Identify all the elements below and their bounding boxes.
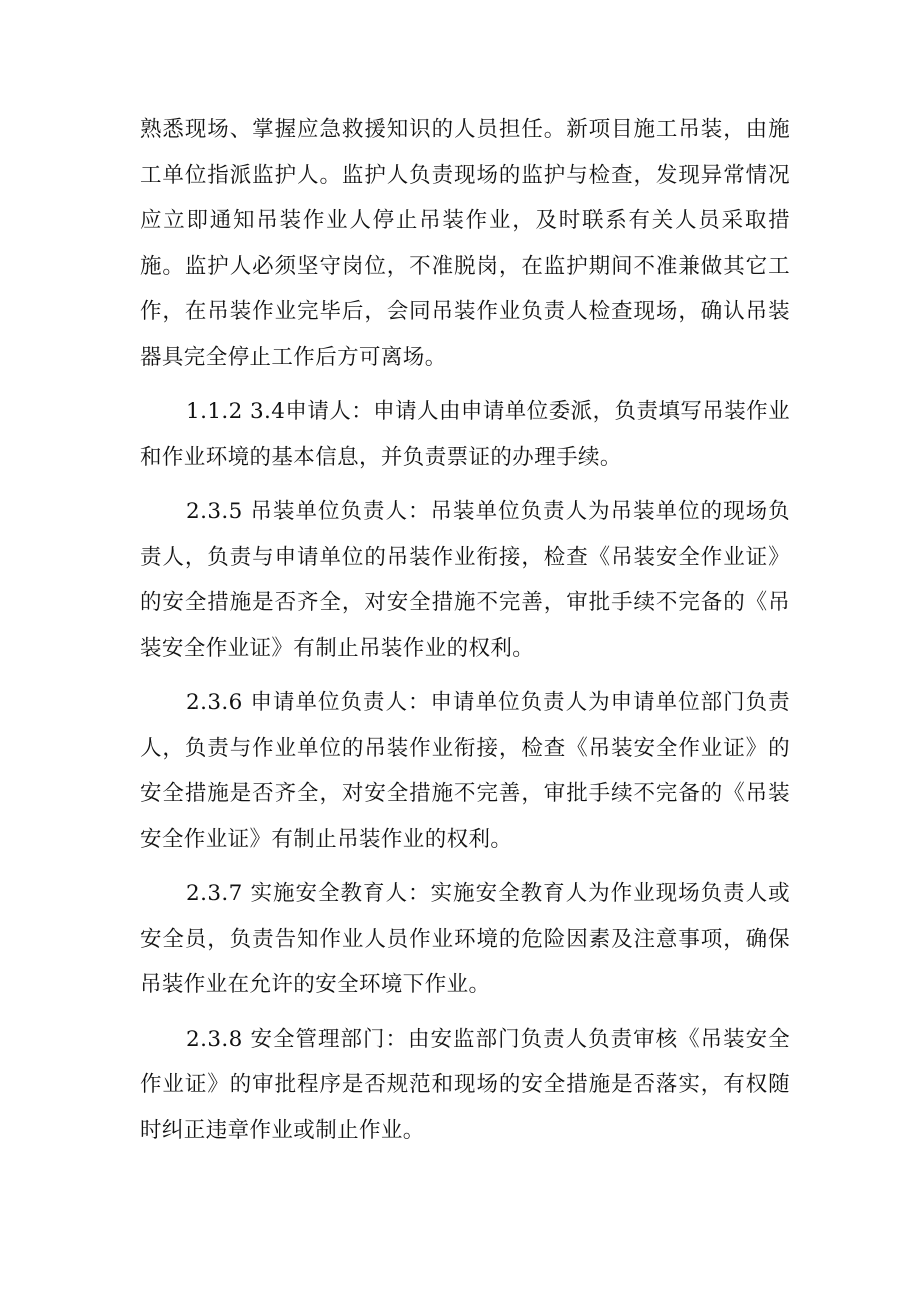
paragraph-2-3-8: 2.3.8 安全管理部门：由安监部门负责人负责审核《吊装安全作业证》的审批程序是否规范和现场的安全措施是否落实，有权随时纠正违章作业或制止作业。: [140, 1026, 790, 1143]
paragraph-2-3-7: 2.3.7 实施安全教育人：实施安全教育人为作业现场负责人或安全员，负责告知作业人员作业环境的危险因素及注意事项，确保吊装作业在允许的安全环境下作业。: [140, 881, 790, 997]
paragraph-2-3-6: 2.3.6 申请单位负责人：申请单位负责人为申请单位部门负责人，负责与作业单位的吊装作业衔接，检查《吊装安全作业证》的安全措施是否齐全，对安全措施不完善，审批手续不完备的《吊装安全作业证》有制止吊装作业的权利。: [140, 690, 790, 852]
paragraph-supervisor-continued: 熟悉现场、掌握应急救援知识的人员担任。新项目施工吊装，由施工单位指派监护人。监护人负责现场的监护与检查，发现异常情况应立即通知吊装作业人停止吊装作业，及时联系有关人员采取措施。监护人必须坚守岗位，不准脱岗，在监护期间不准兼做其它工作，在吊装作业完毕后，会同吊装作业负责人检查现场，确认吊装器具完全停止工作后方可离场。: [140, 117, 790, 370]
document-body: [140, 107, 790, 1153]
paragraph-2-3-5: 2.3.5 吊装单位负责人：吊装单位负责人为吊装单位的现场负责人，负责与申请单位的吊装作业衔接，检查《吊装安全作业证》的安全措施是否齐全，对安全措施不完善，审批手续不完备的《吊装安全作业证》有制止吊装作业的权利。: [140, 499, 790, 661]
paragraph-applicant: 1.1.2 3.4申请人：申请人由申请单位委派，负责填写吊装作业和作业环境的基本信息，并负责票证的办理手续。: [140, 399, 790, 470]
